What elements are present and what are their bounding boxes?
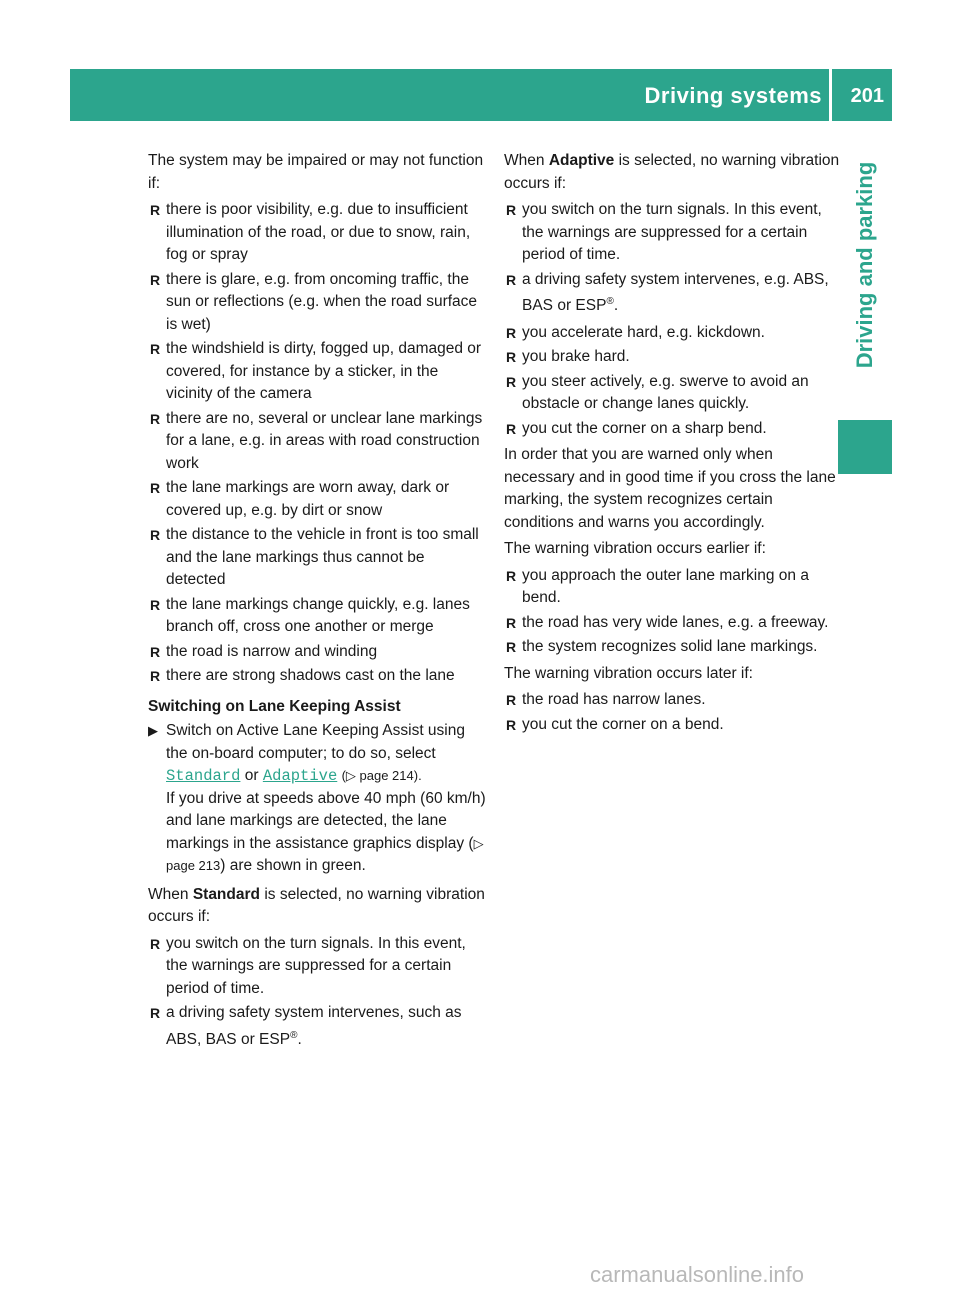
left-column <box>148 150 486 1055</box>
standard-list <box>148 933 486 1052</box>
adaptive-intro <box>504 150 842 195</box>
order-paragraph: In order that you are warned only when necessary and in good time if you cross the lane marking, the system recognizes certain conditions and warns you accordingly. <box>504 446 836 531</box>
list-item-text: the road is narrow and winding <box>166 642 378 660</box>
list-item-text: you accelerate hard, e.g. kickdown. <box>522 323 765 341</box>
header-divider <box>829 69 832 121</box>
bullet-mark-icon: R <box>506 202 517 218</box>
header-bar <box>70 69 892 121</box>
bullet-mark-icon: R <box>150 668 161 684</box>
list-item-text: the system recognizes solid lane markings. <box>522 638 818 656</box>
intro-text: The system may be impaired or may not function if: <box>148 152 484 192</box>
impairment-list <box>148 199 486 688</box>
registered-mark: ® <box>290 1029 298 1041</box>
list-item-text: a driving safety system intervenes, such as ABS, BAS or ESP <box>166 1004 462 1048</box>
bullet-mark-icon: R <box>150 596 161 613</box>
bullet-mark-icon: R <box>150 935 161 952</box>
bullet-mark-icon: R <box>506 716 517 733</box>
list-item-text: the road has very wide lanes, e.g. a freeway. <box>522 613 829 631</box>
list-item-text: the distance to the vehicle in front is too small and the lane markings thus cannot be detected <box>166 526 479 588</box>
bullet-mark-icon: R <box>506 373 517 390</box>
bullet-mark-icon: R <box>506 614 517 631</box>
list-item <box>148 477 486 522</box>
list-item <box>504 714 842 737</box>
list-item-text: there is glare, e.g. from oncoming traffic, the sun or reflections (e.g. when the road surface is wet) <box>166 270 478 333</box>
list-item <box>148 641 486 664</box>
list-item-text: the road has narrow lanes. <box>522 691 706 709</box>
section-title: Driving systems <box>644 83 822 108</box>
list-item <box>148 269 486 337</box>
bullet-mark-icon: R <box>150 271 161 288</box>
adaptive-intro-a: When <box>504 152 545 169</box>
right-column <box>504 150 842 740</box>
bullet-mark-icon: R <box>506 692 517 709</box>
list-item <box>504 199 842 267</box>
bullet-mark-icon: R <box>506 639 517 656</box>
bullet-mark-icon: R <box>150 480 161 496</box>
list-item-text: you steer actively, e.g. swerve to avoid an obstacle or change lanes quickly. <box>522 372 809 413</box>
list-item <box>148 338 486 406</box>
step-text: Switch on Active Lane Keeping Assist using the on-board computer; to do so, select <box>166 722 465 762</box>
later-list <box>504 689 842 736</box>
list-item-text: you brake hard. <box>522 348 630 366</box>
later-intro: The warning vibration occurs later if: <box>504 664 753 682</box>
bullet-mark-icon: R <box>506 420 517 437</box>
earlier-intro: The warning vibration occurs earlier if: <box>504 540 766 558</box>
step-arrow-icon: ▶ <box>148 723 158 738</box>
list-item <box>504 269 842 318</box>
step-note-text-b: ) are shown in green. <box>220 857 366 874</box>
step-note-text-a: If you drive at speeds above 40 mph (60 km/h) and lane markings are detected, the lane markings in the assistance graphics display ( <box>166 789 486 852</box>
list-item <box>504 346 842 369</box>
list-item <box>504 371 842 416</box>
earlier-list <box>504 565 842 659</box>
list-item <box>504 418 842 441</box>
list-item <box>148 408 486 476</box>
bullet-mark-icon: R <box>150 410 161 427</box>
side-tab <box>838 130 892 400</box>
list-item-text: the lane markings change quickly, e.g. lanes branch off, cross one another or merge <box>166 595 470 635</box>
list-item-text: there are strong shadows cast on the lane <box>166 667 455 684</box>
list-item <box>504 612 842 635</box>
standard-intro <box>148 884 486 929</box>
adaptive-list <box>504 199 842 318</box>
list-item-text: a driving safety system intervenes, e.g. ABS, BAS or ESP <box>522 270 829 315</box>
list-item-text: the windshield is dirty, fogged up, damaged or covered, for instance by a sticker, in the vicinity of the camera <box>166 340 482 402</box>
instruction-step <box>148 720 486 878</box>
bullet-mark-icon: R <box>506 567 517 584</box>
bullet-mark-icon: R <box>506 271 517 288</box>
adaptive-bold: Adaptive <box>548 152 615 169</box>
step-note <box>166 788 486 878</box>
adaptive-list-rest <box>504 322 842 441</box>
list-item <box>148 199 486 267</box>
list-item <box>504 689 842 712</box>
bullet-mark-icon: R <box>150 643 161 660</box>
page-number: 201 <box>850 85 884 107</box>
list-item <box>148 1002 486 1051</box>
bullet-mark-icon: R <box>150 527 161 543</box>
registered-mark: ® <box>606 296 614 307</box>
bullet-mark-icon: R <box>150 1005 161 1021</box>
bullet-mark-icon: R <box>506 324 517 341</box>
bullet-mark-icon: R <box>506 349 517 366</box>
page-reference-link-2[interactable]: ▷ page 213 <box>166 835 484 873</box>
list-item-text: there is poor visibility, e.g. due to insufficient illumination of the road, or due to snow, rain, fog or spray <box>166 201 471 263</box>
list-item-text: you switch on the turn signals. In this event, the warnings are suppressed for a certain period of time. <box>522 201 822 263</box>
standard-intro-b: is selected, no warning vibration occurs if: <box>148 885 485 925</box>
list-item-text: there are no, several or unclear lane markings for a lane, e.g. in areas with road construction work <box>166 409 483 472</box>
period-text: . <box>297 1030 302 1048</box>
period-text: . <box>613 297 619 315</box>
side-tab-label: Driving and parking <box>852 161 877 369</box>
list-item-text: you cut the corner on a bend. <box>522 715 724 733</box>
bullet-mark-icon: R <box>150 202 161 218</box>
list-item <box>148 665 486 688</box>
list-item-text: the lane markings are worn away, dark or covered up, e.g. by dirt or snow <box>166 479 450 519</box>
list-item <box>504 636 842 659</box>
standard-bold: Standard <box>192 885 260 903</box>
list-item <box>148 933 486 1001</box>
list-item <box>148 524 486 592</box>
list-item-text: you approach the outer lane marking on a bend. <box>522 566 809 607</box>
bullet-mark-icon: R <box>150 341 161 357</box>
list-item <box>504 565 842 610</box>
adaptive-intro-b: is selected, no warning vibration occurs if: <box>504 152 840 192</box>
list-item <box>504 322 842 345</box>
footer-watermark: carmanualsonline.info <box>590 1262 805 1287</box>
list-item <box>148 594 486 639</box>
list-item-text: you cut the corner on a sharp bend. <box>522 419 767 437</box>
side-tab-marker <box>838 420 892 474</box>
adaptive-option-link[interactable]: Adaptive <box>262 767 338 785</box>
page-reference-link[interactable]: (▷ page 214). <box>341 768 422 783</box>
standard-option-link[interactable]: Standard <box>166 767 241 785</box>
standard-intro-a: When <box>148 885 189 903</box>
section-subheading: Switching on Lane Keeping Assist <box>148 697 401 715</box>
or-text: or <box>244 767 259 784</box>
list-item-text: you switch on the turn signals. In this event, the warnings are suppressed for a certain period of time. <box>166 934 466 997</box>
